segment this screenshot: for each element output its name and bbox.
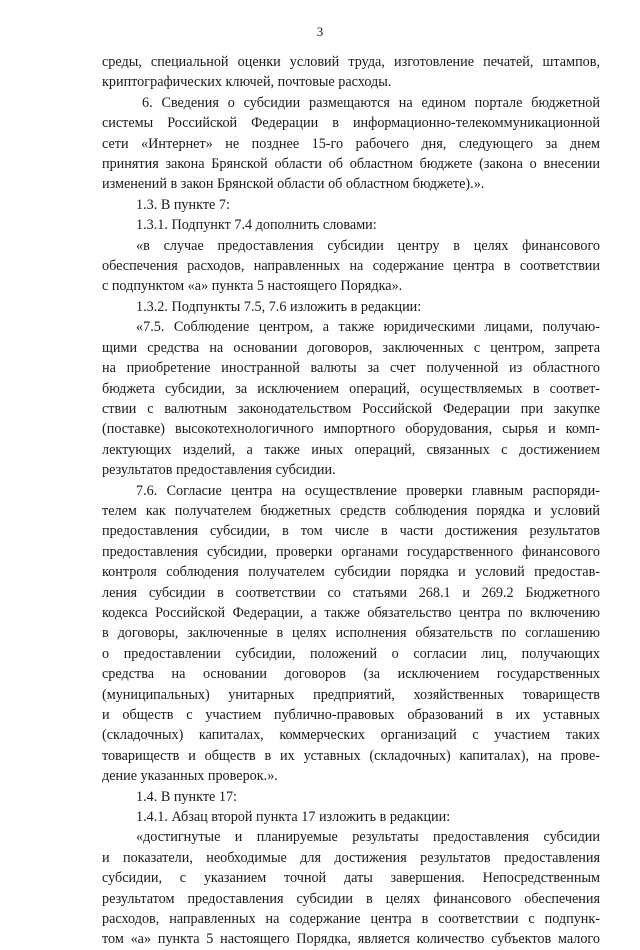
- text-line: предоставления субсидии, проверки органами государственного финансового: [102, 543, 600, 560]
- document-body: [102, 52, 600, 950]
- text-line: на приобретение иностранной валюты за счет полученной из областного: [102, 360, 600, 377]
- text-line: и показатели, необходимые для достижения результатов предоставления: [102, 849, 600, 866]
- text-line: субсидии, с указанием точной даты завершения. Непосредственным: [102, 870, 600, 887]
- text-line: 7.6. Согласие центра на осуществление проверки главным распоряди-: [136, 482, 600, 499]
- text-line: ления субсидии в соответствии со статьями 268.1 и 269.2 Бюджетного: [102, 584, 600, 601]
- text-line: с подпунктом «а» пункта 5 настоящего Порядка».: [102, 278, 403, 295]
- text-line: криптографических ключей, почтовые расходы.: [102, 74, 392, 91]
- text-line: 6. Сведения о субсидии размещаются на едином портале бюджетной: [142, 94, 600, 111]
- text-line: 1.4. В пункте 17:: [136, 788, 237, 805]
- text-line: обеспечения расходов, направленных на содержание центра в соответствии: [102, 258, 600, 275]
- text-line: 1.3.2. Подпункты 7.5, 7.6 изложить в редакции:: [136, 298, 422, 315]
- text-line: ствии с валютным законодательством Российской Федерации при закупке: [102, 400, 600, 417]
- text-line: принятия закона Брянской области об областном бюджете (закона о внесении: [102, 156, 600, 173]
- text-line: том «а» пункта 5 настоящего Порядка, является количество субъектов малого: [102, 931, 600, 948]
- text-line: контроля соблюдения получателем субсидии порядка и условий предостав-: [102, 564, 600, 581]
- text-line: результатов предоставления субсидии.: [102, 462, 336, 479]
- text-line: кодекса Российской Федерации, а также обязательство центра по включению: [102, 604, 600, 621]
- text-line: 1.3.1. Подпункт 7.4 дополнить словами:: [136, 217, 377, 234]
- text-line: (поставке) высокотехнологичного импортного оборудования, сырья и комп-: [102, 421, 600, 438]
- text-line: бюджета субсидии, за исключением операций, осуществляемых в соответ-: [102, 380, 600, 397]
- text-line: в договоры, заключенные в целях исполнения обязательств по соглашению: [102, 625, 600, 642]
- text-line: о предоставлении субсидии, положений о согласии лиц, получающих: [102, 645, 600, 662]
- text-line: изменений в закон Брянской области об областном бюджете).».: [102, 176, 485, 193]
- text-line: предоставления субсидии, в том числе в части достижения результатов: [102, 523, 600, 540]
- text-line: 1.3. В пункте 7:: [136, 196, 230, 213]
- text-line: (складочных) капиталах, коммерческих организаций с участием таких: [102, 727, 600, 744]
- text-line: сети «Интернет» не позднее 15-го рабочего дня, следующего за днем: [102, 135, 600, 152]
- text-line: «7.5. Соблюдение центром, а также юридическими лицами, получаю-: [136, 319, 600, 336]
- text-line: 1.4.1. Абзац второй пункта 17 изложить в редакции:: [136, 809, 451, 826]
- text-line: «в случае предоставления субсидии центру в целях финансового: [136, 237, 600, 254]
- text-line: лектующих изделий, а также иных операций, связанных с достижением: [102, 441, 600, 458]
- text-line: расходов, направленных на содержание центра в соответствии с подпунк-: [102, 911, 600, 928]
- text-line: результатом предоставления субсидии в целях финансового обеспечения: [102, 890, 600, 907]
- text-line: и обществ с участием публично-правовых образований в их уставных: [102, 707, 600, 723]
- text-line: дение указанных проверок.».: [102, 768, 278, 785]
- page-number: 3: [316, 24, 324, 39]
- text-line: (муниципальных) унитарных предприятий, хозяйственных товариществ: [102, 686, 600, 703]
- text-line: системы Российской Федерации в информационно-телекоммуникационной: [102, 115, 600, 132]
- text-line: средства на основании договоров (за исключением государственных: [102, 666, 600, 683]
- text-line: «достигнутые и планируемые результаты предоставления субсидии: [136, 829, 600, 846]
- text-line: телем как получателем бюджетных средств соблюдения порядка и условий: [102, 502, 600, 519]
- text-line: среды, специальной оценки условий труда, изготовление печатей, штампов,: [102, 54, 600, 70]
- text-line: товариществ и обществ в их уставных (складочных) капиталах), на прове-: [102, 747, 600, 764]
- text-line: щими средства на основании договоров, заключенных с центром, запрета: [102, 339, 600, 356]
